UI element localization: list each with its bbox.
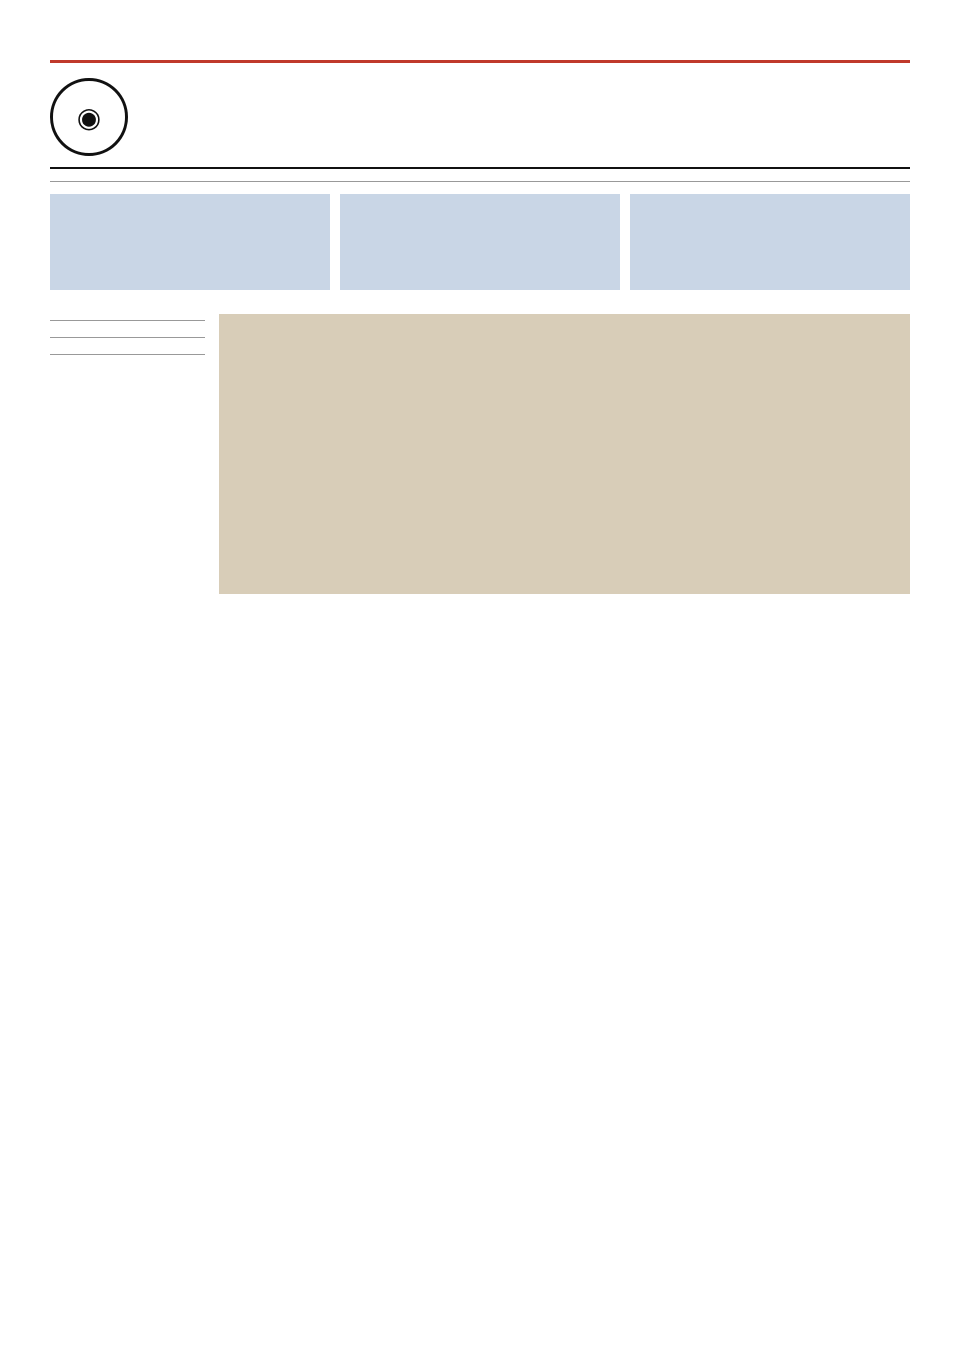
sidebar-item[interactable] xyxy=(50,304,205,321)
promo-box[interactable] xyxy=(630,194,910,290)
masthead xyxy=(50,67,910,169)
sidebar xyxy=(50,304,205,904)
promo-box[interactable] xyxy=(340,194,620,290)
promo-box[interactable] xyxy=(50,194,330,290)
promo-title xyxy=(348,206,612,282)
promo-row xyxy=(50,194,910,290)
issue-line xyxy=(50,169,910,182)
main-photo xyxy=(219,314,910,594)
sidebar-item[interactable] xyxy=(50,321,205,338)
body-grid xyxy=(50,304,910,904)
promo-title xyxy=(58,206,322,282)
main-story xyxy=(219,304,910,904)
top-rule xyxy=(50,60,910,63)
promo-title xyxy=(638,206,902,282)
seal-logo-icon: ◉ xyxy=(50,78,128,156)
sidebar-item[interactable] xyxy=(50,338,205,355)
front-page xyxy=(50,60,910,1320)
